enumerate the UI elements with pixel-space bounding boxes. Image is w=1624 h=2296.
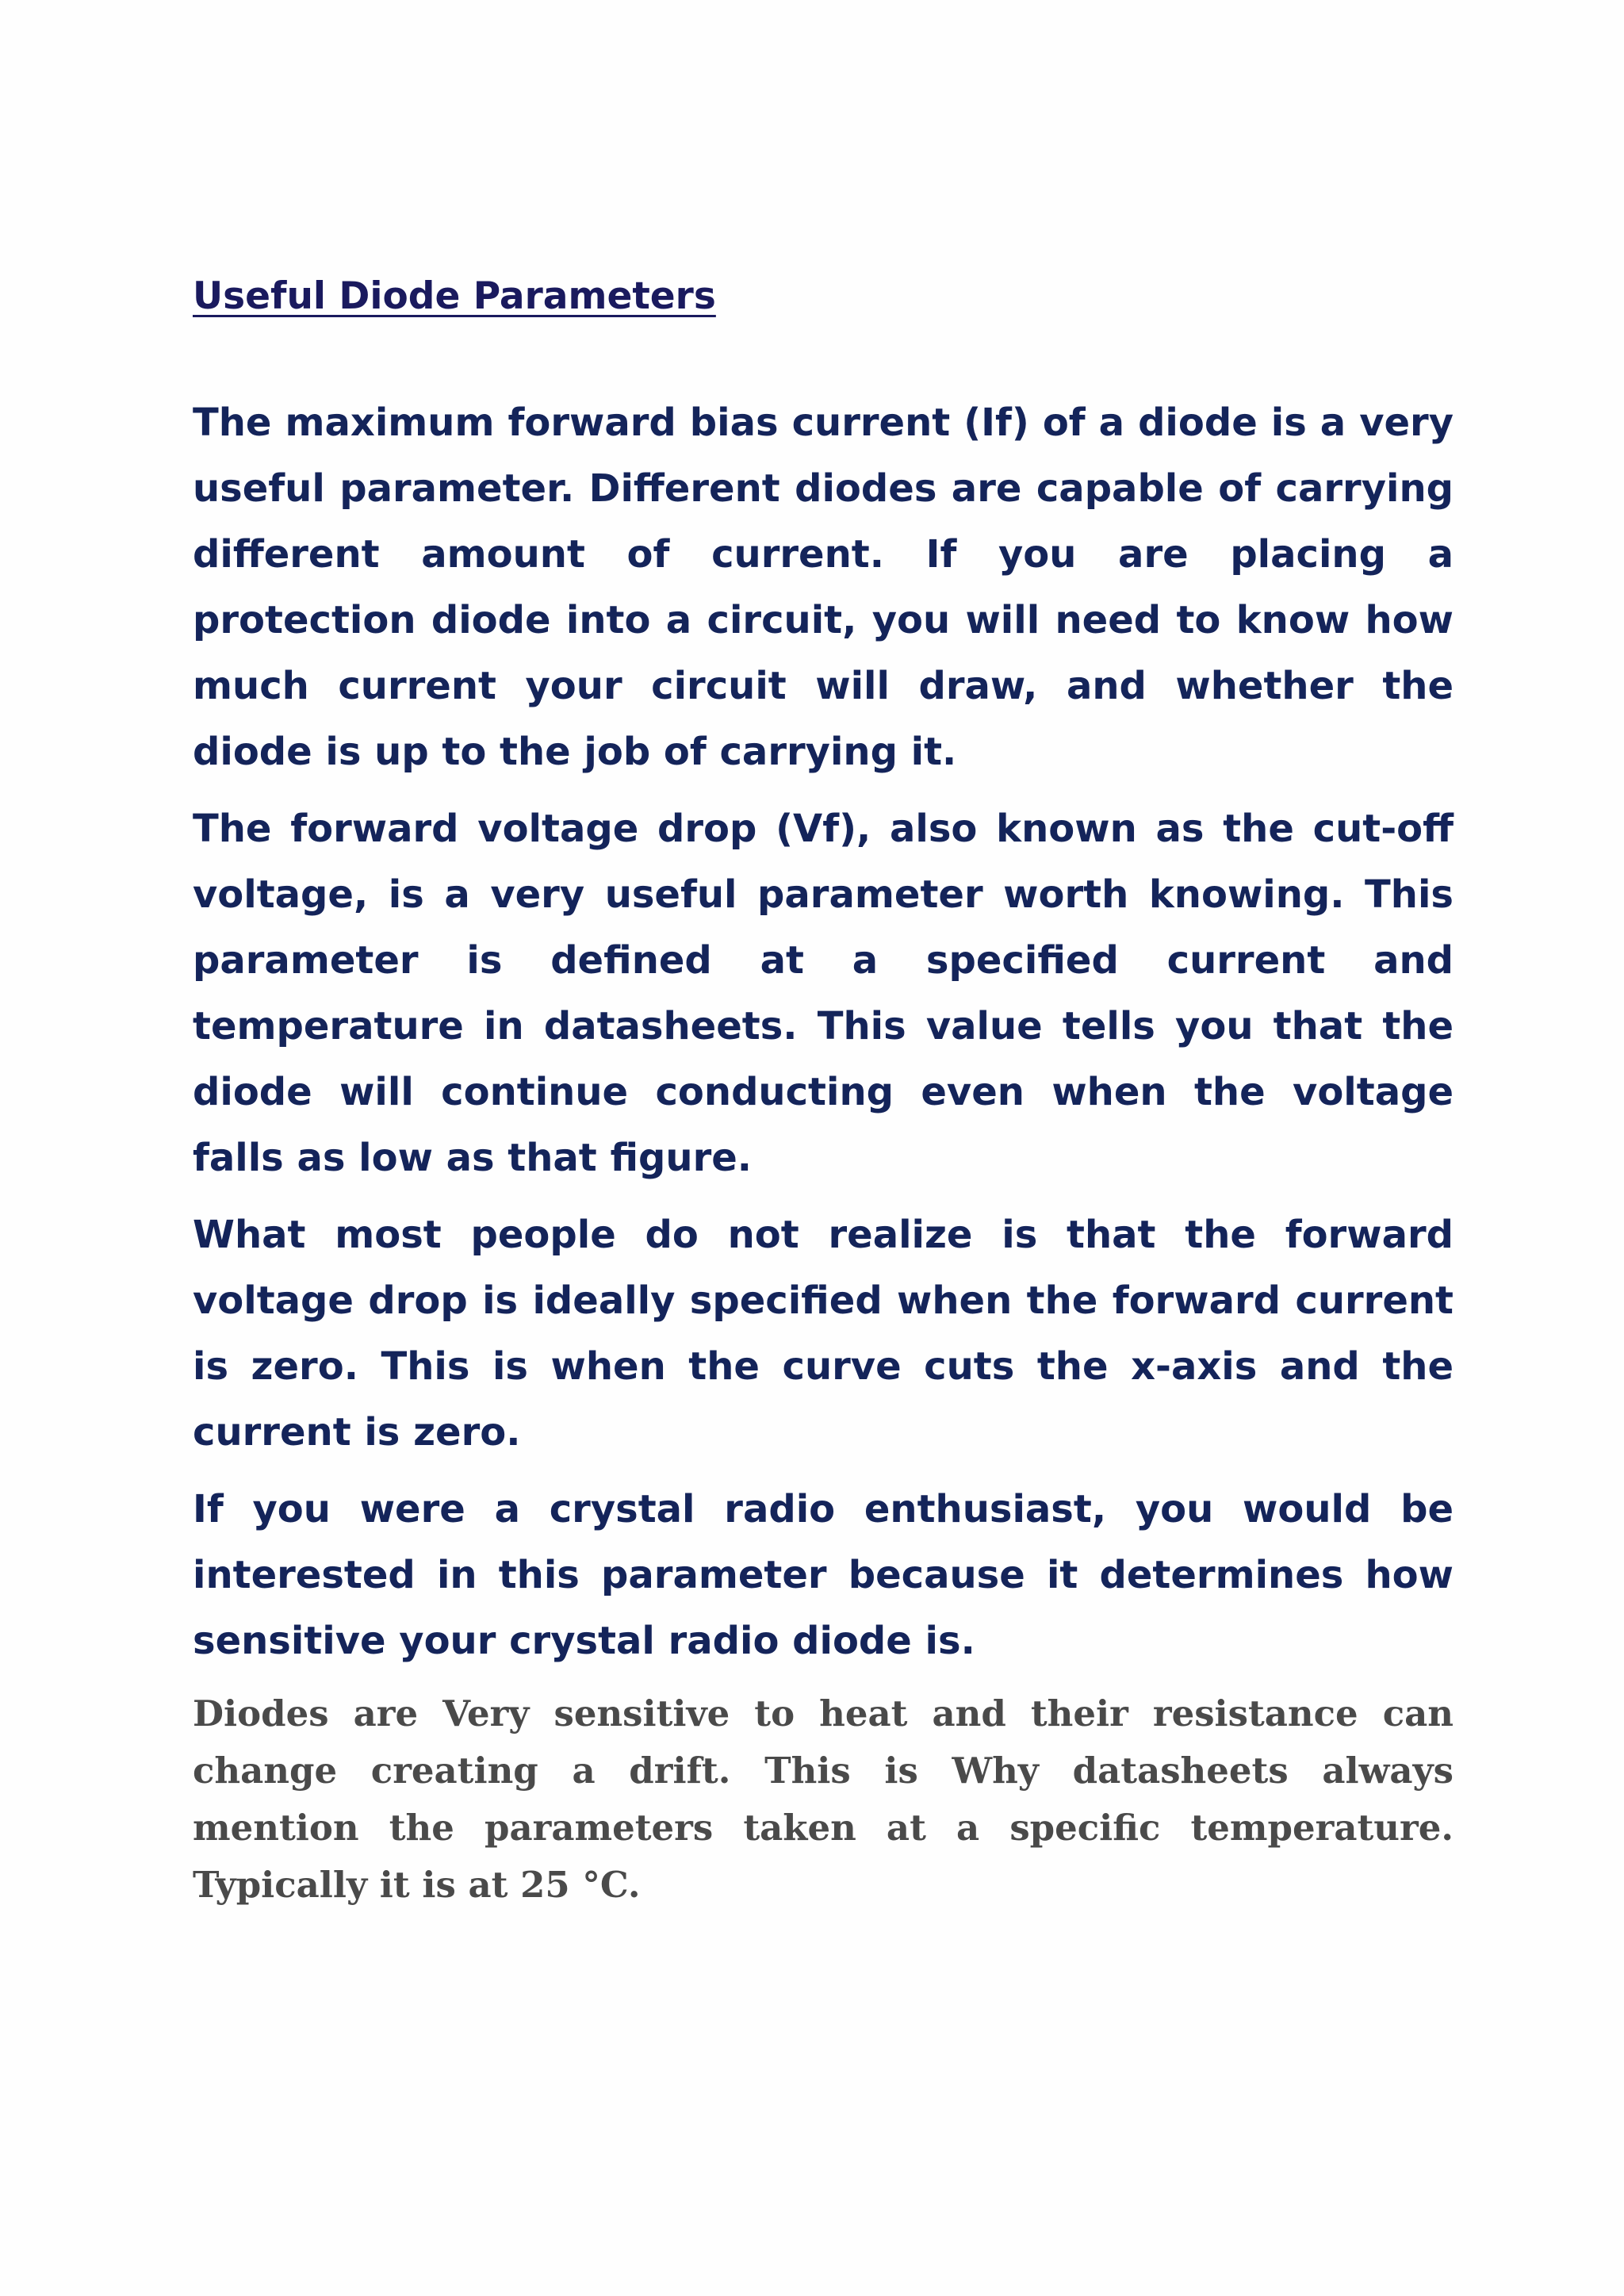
page-title: Useful Diode Parameters <box>193 274 716 318</box>
paragraph-forward-current: The maximum forward bias current (If) of a diode is a very useful parameter. Different diodes are capable of carrying different amount of current. If you are placing a protection diode into a circuit, you will need to know how much current your circuit will draw, and whether the diode is up to the job of carrying it. <box>193 401 1454 774</box>
paragraph-temperature: Diodes are Very sensitive to heat and their resistance can change creating a drift. This is Why datasheets always mention the parameters taken at a specific temperature. Typically it is at 25 °C. <box>193 1692 1454 1906</box>
paragraph-crystal-radio: If you were a crystal radio enthusiast, you would be interested in this parameter because it determines how sensitive your crystal radio diode is. <box>193 1487 1454 1663</box>
paragraph-forward-voltage: The forward voltage drop (Vf), also known as the cut-off voltage, is a very useful parameter worth knowing. This parameter is defined at a specified current and temperature in datasheets. This value tells you that the diode will continue conducting even when the voltage falls as low as that figure. <box>193 807 1454 1180</box>
document-content <box>193 266 1454 1914</box>
paragraph-zero-current: What most people do not realize is that the forward voltage drop is ideally specified when the forward current is zero. This is when the curve cuts the x-axis and the current is zero. <box>193 1213 1454 1455</box>
